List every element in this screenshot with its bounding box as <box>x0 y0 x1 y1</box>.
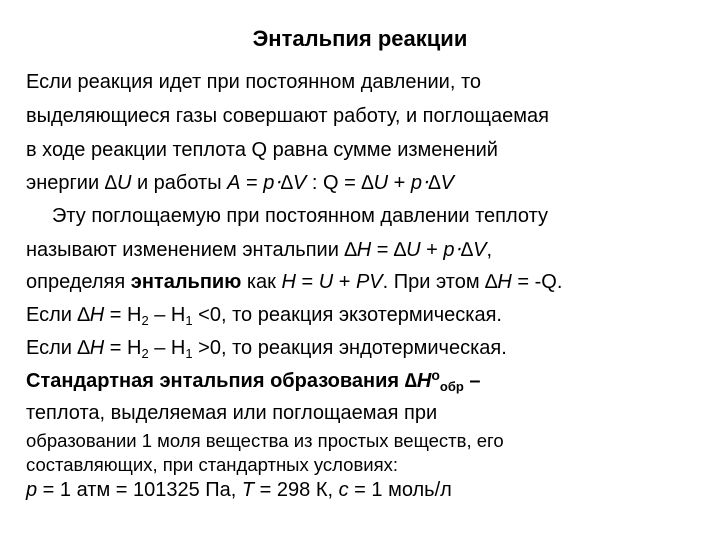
formula-seg: H <box>356 239 372 261</box>
text-seg: = <box>295 271 319 293</box>
text-seg: энергии <box>26 172 105 194</box>
text-seg: = H <box>104 337 142 359</box>
formula-seg: H <box>497 271 512 293</box>
text-seg: = ∆ <box>371 239 407 261</box>
text-seg: – H <box>148 337 186 359</box>
formula-seg: U <box>318 271 334 293</box>
formula-seg: ∆U <box>104 172 132 194</box>
text-line-2: выделяющиеся газы совершают работу, и поглощаемая <box>26 105 549 127</box>
formula-seg: p⋅∆V <box>443 239 487 261</box>
text-seg: = 1 атм = 101325 Па, <box>37 479 242 501</box>
text-seg: – <box>463 370 481 392</box>
text-seg: Если ∆ <box>26 337 90 359</box>
subscript: 2 <box>141 346 149 361</box>
text-line-3: в ходе реакции теплота Q равна сумме изменений <box>26 139 498 161</box>
text-seg: = 298 К, <box>254 479 339 501</box>
text-line-13: составляющих, при стандартных условиях: <box>26 454 399 475</box>
text-seg: и работы <box>131 172 228 194</box>
formula-seg: H <box>89 304 105 326</box>
superscript: o <box>431 367 440 383</box>
formula-seg: ∆U <box>361 172 389 194</box>
text-seg: Если ∆ <box>26 304 90 326</box>
text-seg: + <box>333 271 356 293</box>
text-seg: : Q = <box>306 172 362 194</box>
text-seg: как <box>241 271 282 293</box>
text-seg: = -Q. <box>511 271 563 293</box>
text-seg: <0, то реакция экзотермическая. <box>192 304 502 326</box>
formula-seg: T <box>241 479 255 501</box>
text-line-12: образовании 1 моля вещества из простых веществ, его <box>26 430 504 451</box>
formula-seg: A <box>227 172 241 194</box>
text-seg: = H <box>104 304 142 326</box>
formula-seg: c <box>338 479 349 501</box>
text-seg: – H <box>148 304 186 326</box>
subscript: 1 <box>185 346 193 361</box>
text-seg: = 1 моль/л <box>348 479 452 501</box>
formula-seg: H <box>89 337 105 359</box>
formula-seg: p⋅∆V <box>263 172 307 194</box>
text-line-9 <box>26 337 507 361</box>
formula-seg: H <box>416 370 432 392</box>
text-seg: + <box>388 172 411 194</box>
text-seg: >0, то реакция эндотермическая. <box>192 337 507 359</box>
text-line-11: теплота, выделяемая или поглощаемая при <box>26 402 438 424</box>
text-seg: называют изменением энтальпии ∆ <box>26 239 357 261</box>
term-standard-enthalpy: Стандартная энтальпия образования ∆ <box>26 370 417 392</box>
slide-title: Энтальпия реакции <box>252 26 468 51</box>
text-line-10 <box>26 367 481 394</box>
subscript: 1 <box>185 313 193 328</box>
text-line-8 <box>26 304 502 328</box>
formula-seg: p <box>26 479 38 501</box>
formula-seg: H <box>281 271 296 293</box>
text-line-1: Если реакция идет при постоянном давлении, то <box>26 71 482 93</box>
text-line-6 <box>26 240 492 260</box>
formula-seg: U <box>406 239 421 261</box>
formula-seg: p⋅∆V <box>410 172 454 194</box>
subscript: 2 <box>141 313 149 328</box>
text-seg: . При этом ∆ <box>382 271 498 293</box>
text-line-7 <box>26 272 562 292</box>
text-seg: , <box>486 239 493 261</box>
text-line-4 <box>26 173 454 193</box>
text-line-5: Эту поглощаемую при постоянном давлении теплоту <box>52 205 548 227</box>
text-seg: = <box>240 172 264 194</box>
term-enthalpy: энтальпию <box>130 271 242 293</box>
text-seg: определяя <box>26 271 131 293</box>
text-seg: + <box>420 239 444 261</box>
formula-seg: PV <box>355 271 383 293</box>
text-line-14 <box>26 480 452 500</box>
subscript: обр <box>439 379 464 394</box>
